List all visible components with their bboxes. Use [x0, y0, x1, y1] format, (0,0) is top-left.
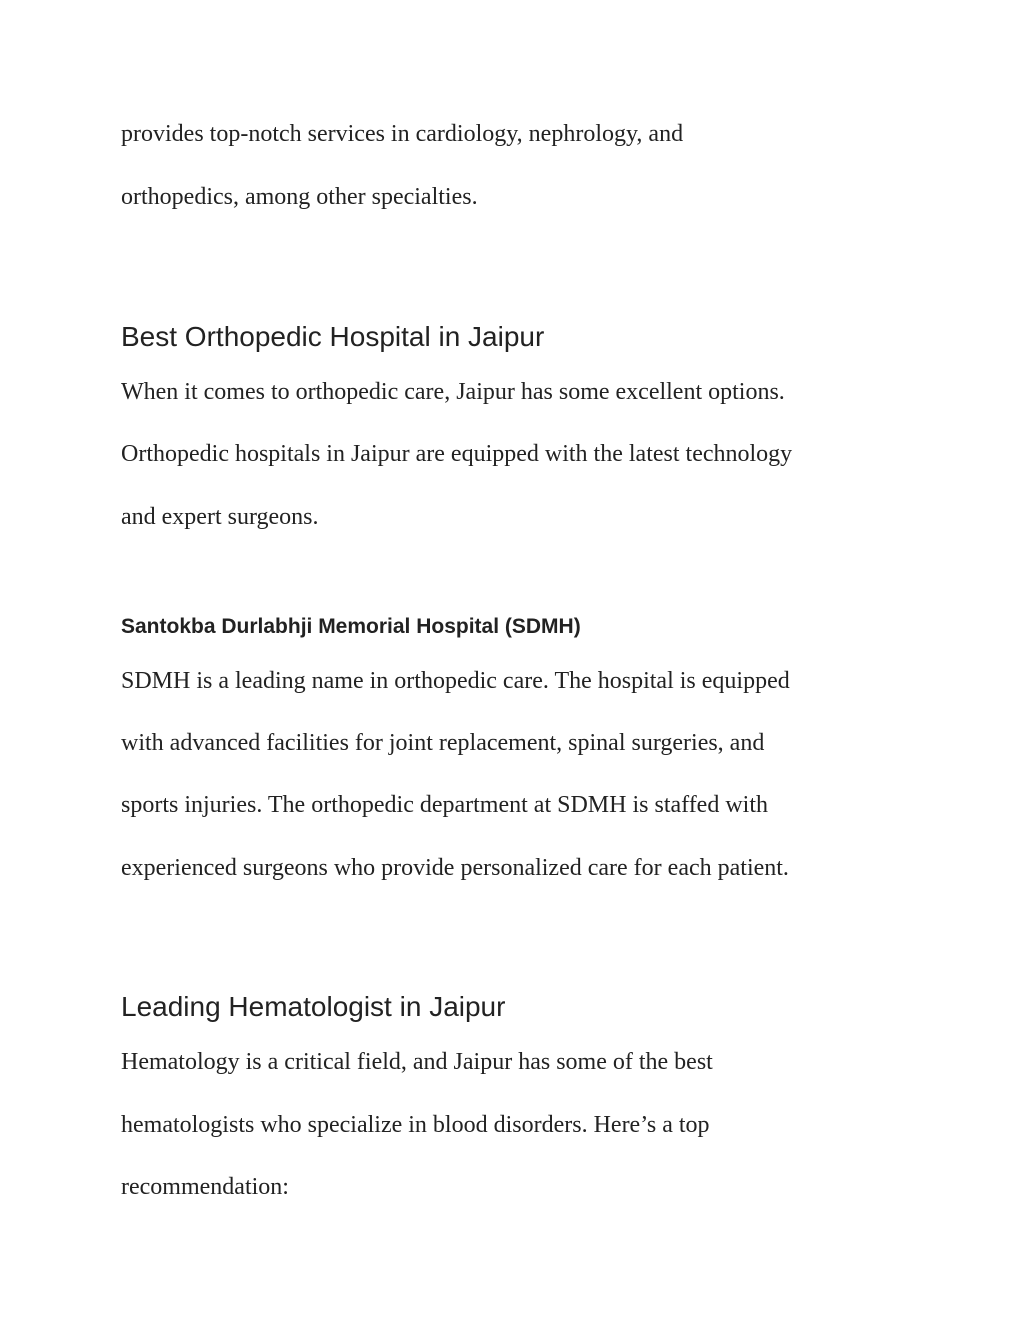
orthopedic-paragraph-line: and expert surgeons. — [121, 504, 319, 530]
sdmh-paragraph-line: experienced surgeons who provide personalized care for each patient. — [121, 855, 789, 881]
sdmh-paragraph-line: with advanced facilities for joint replacement, spinal surgeries, and — [121, 730, 765, 756]
intro-line: orthopedics, among other specialties. — [121, 184, 478, 210]
intro-line: provides top-notch services in cardiology, nephrology, and — [121, 121, 684, 147]
section-heading-orthopedic: Best Orthopedic Hospital in Jaipur — [121, 321, 545, 352]
subsection-heading-sdmh: Santokba Durlabhji Memorial Hospital (SDMH) — [121, 615, 581, 638]
orthopedic-paragraph-line: Orthopedic hospitals in Jaipur are equipped with the latest technology — [121, 441, 793, 467]
hematology-paragraph-line: Hematology is a critical field, and Jaipur has some of the best — [121, 1049, 713, 1075]
section-heading-hematology: Leading Hematologist in Jaipur — [121, 991, 506, 1022]
sdmh-paragraph-line: SDMH is a leading name in orthopedic care. The hospital is equipped — [121, 668, 790, 694]
sdmh-paragraph-line: sports injuries. The orthopedic department at SDMH is staffed with — [121, 792, 769, 818]
hematology-paragraph-line: recommendation: — [121, 1174, 289, 1200]
hematology-paragraph-line: hematologists who specialize in blood disorders. Here’s a top — [121, 1112, 710, 1138]
orthopedic-paragraph-line: When it comes to orthopedic care, Jaipur has some excellent options. — [121, 379, 785, 405]
